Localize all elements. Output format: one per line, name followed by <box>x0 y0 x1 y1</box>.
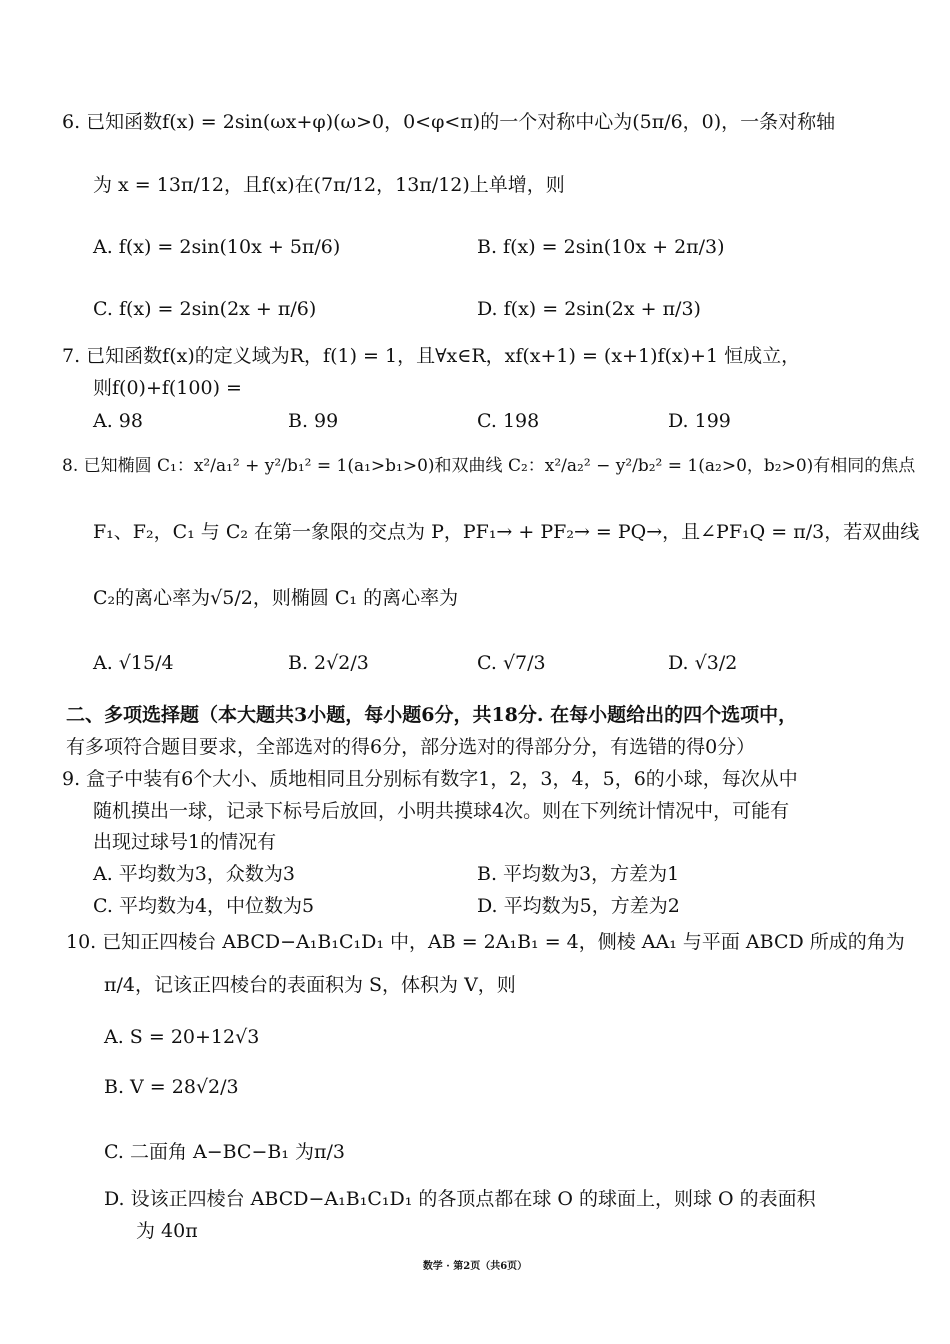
q9-option-c: C. 平均数为4，中位数为5 <box>93 895 315 917</box>
q8-option-d: D. √3/2 <box>668 652 738 674</box>
q8-stem-line1: 8. 已知椭圆 C₁：x²/a₁² + y²/b₁² = 1(a₁>b₁>0)和双曲线 C₂：x²/a₂² − y²/b₂² = 1(a₂>0，b₂>0)有相同的焦点 <box>62 456 916 476</box>
q9-stem-line2: 随机摸出一球，记录下标号后放回，小明共摸球4次。则在下列统计情况中，可能有 <box>93 800 790 822</box>
q10-option-b: B. V = 28√2/3 <box>104 1076 239 1098</box>
q10-stem-line1: 10. 已知正四棱台 ABCD−A₁B₁C₁D₁ 中，AB = 2A₁B₁ = 4，侧棱 AA₁ 与平面 ABCD 所成的角为 <box>66 931 905 953</box>
q6-stem-line1: 6. 已知函数f(x) = 2sin(ωx+φ)(ω>0，0<φ<π)的一个对称中心为(5π/6，0)，一条对称轴 <box>62 111 836 133</box>
q6-option-a: A. f(x) = 2sin(10x + 5π/6) <box>93 236 341 258</box>
page-footer: 数学 · 第2页（共6页） <box>422 1261 528 1272</box>
q7-option-a: A. 98 <box>93 410 143 432</box>
q6-stem-line2: 为 x = 13π/12，且f(x)在(7π/12，13π/12)上单增，则 <box>93 174 565 196</box>
q8-stem-line2: F₁、F₂，C₁ 与 C₂ 在第一象限的交点为 P，PF₁→ + PF₂→ = PQ→，且∠PF₁Q = π/3，若双曲线 <box>93 521 920 543</box>
q8-option-b: B. 2√2/3 <box>288 652 369 674</box>
section2-heading-line2: 有多项符合题目要求，全部选对的得6分，部分选对的得部分分，有选错的得0分） <box>66 736 756 758</box>
q8-option-a: A. √15/4 <box>93 652 174 674</box>
q6-option-c: C. f(x) = 2sin(2x + π/6) <box>93 298 317 320</box>
q10-option-a: A. S = 20+12√3 <box>104 1026 260 1048</box>
q10-option-c: C. 二面角 A−BC−B₁ 为π/3 <box>104 1141 345 1163</box>
section2-heading-line1: 二、多项选择题（本大题共3小题，每小题6分，共18分. 在每小题给出的四个选项中， <box>66 704 798 726</box>
q9-option-a: A. 平均数为3，众数为3 <box>93 863 295 885</box>
q6-option-d: D. f(x) = 2sin(2x + π/3) <box>477 298 701 320</box>
q7-stem-line1: 7. 已知函数f(x)的定义域为R，f(1) = 1，且∀x∈R，xf(x+1) = (x+1)f(x)+1 恒成立， <box>62 345 801 367</box>
q7-option-c: C. 198 <box>477 410 540 432</box>
q9-option-b: B. 平均数为3，方差为1 <box>477 863 680 885</box>
q8-option-c: C. √7/3 <box>477 652 546 674</box>
q9-option-d: D. 平均数为5，方差为2 <box>477 895 680 917</box>
q8-stem-line3: C₂的离心率为√5/2，则椭圆 C₁ 的离心率为 <box>93 587 459 609</box>
q7-option-d: D. 199 <box>668 410 731 432</box>
q7-option-b: B. 99 <box>288 410 339 432</box>
q10-option-d-line2: 为 40π <box>136 1220 198 1242</box>
q9-stem-line3: 出现过球号1的情况有 <box>93 831 277 853</box>
q7-stem-line2: 则f(0)+f(100) = <box>93 377 242 399</box>
q10-stem-line2: π/4，记该正四棱台的表面积为 S，体积为 V，则 <box>104 974 516 996</box>
q9-stem-line1: 9. 盒子中装有6个大小、质地相同且分别标有数字1，2，3，4，5，6的小球，每次从中 <box>62 768 798 790</box>
q10-option-d-line1: D. 设该正四棱台 ABCD−A₁B₁C₁D₁ 的各顶点都在球 O 的球面上，则球 O 的表面积 <box>104 1188 816 1210</box>
q6-option-b: B. f(x) = 2sin(10x + 2π/3) <box>477 236 725 258</box>
